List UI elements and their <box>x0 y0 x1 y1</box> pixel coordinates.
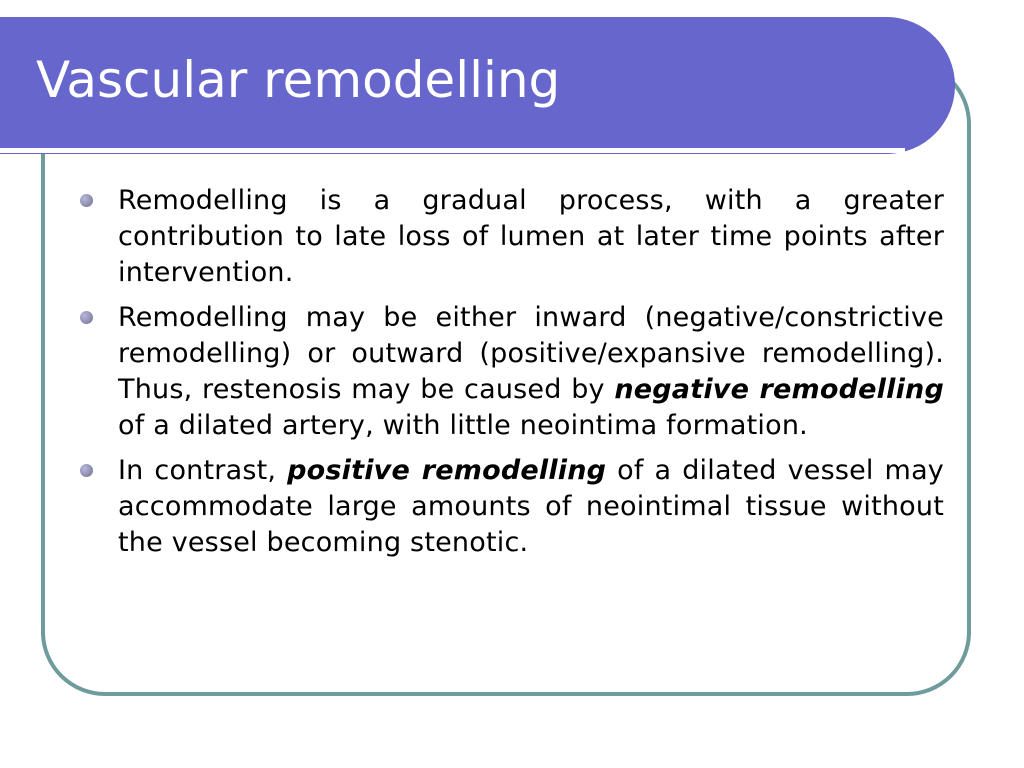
bullet-item <box>80 453 944 561</box>
bullet-dot-icon <box>80 464 93 477</box>
bullet-list <box>80 183 944 570</box>
title-bar <box>0 17 955 154</box>
bullet-item <box>80 300 944 444</box>
bullet-dot-icon <box>80 194 93 207</box>
bullet-emphasis: positive remodelling <box>287 455 607 486</box>
bullet-text: Remodelling may be either inward (negative/constrictive remodelling) or outward (positive/expansive remodelling). Thus, restenosis may be caused by <box>118 302 944 405</box>
bullet-item <box>80 183 944 291</box>
slide-title: Vascular remodelling <box>36 51 561 109</box>
title-underline <box>0 148 905 153</box>
bullet-text: Remodelling is a gradual process, with a greater contribution to late loss of lumen at later time points after intervention. <box>118 185 944 288</box>
bullet-emphasis: negative remodelling <box>614 374 944 405</box>
bullet-text-continued: of a dilated artery, with little neointima formation. <box>118 410 808 441</box>
bullet-text-continued: of a dilated vessel may accommodate large amounts of neointimal tissue without the vessel becoming stenotic. <box>118 455 944 558</box>
bullet-text: In contrast, <box>118 455 288 486</box>
bullet-dot-icon <box>80 311 93 324</box>
